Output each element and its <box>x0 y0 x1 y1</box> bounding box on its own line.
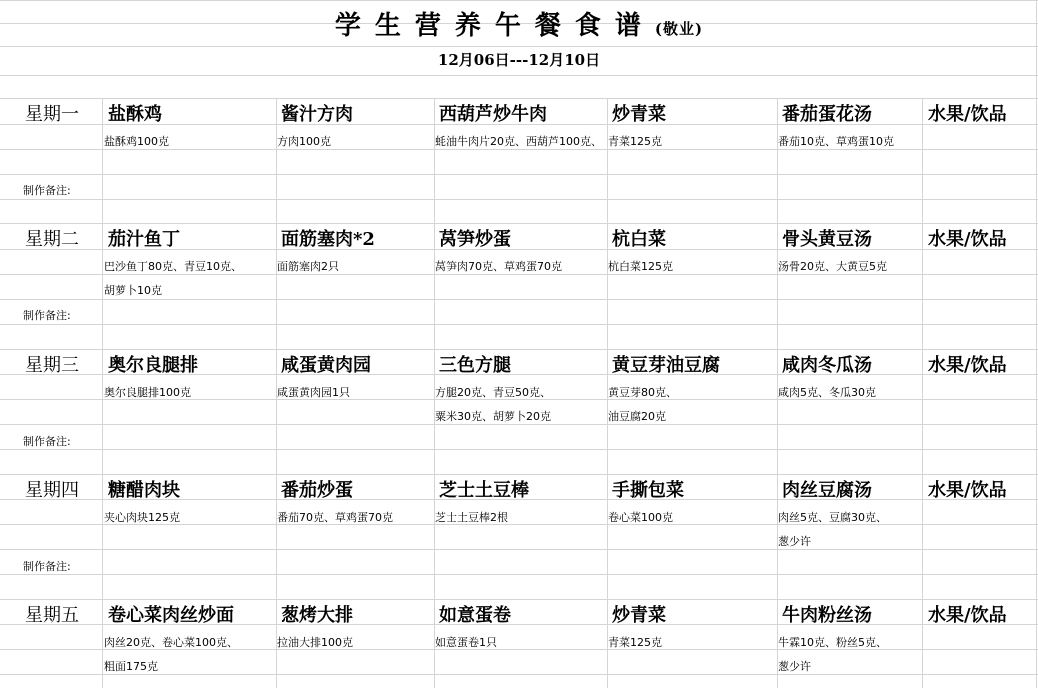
dish-name: 炒青菜 <box>612 104 666 125</box>
dish-name: 牛肉粉丝汤 <box>782 605 872 626</box>
grid-row-line <box>0 424 1038 425</box>
day-label: 星期二 <box>25 229 79 250</box>
dish-name: 酱汁方肉 <box>281 104 353 125</box>
dish-ingredients: 方腿20克、青豆50克、 <box>435 386 551 399</box>
page-title: 学生营养午餐食谱(敬业) <box>334 11 704 41</box>
dish-ingredients: 番茄70克、草鸡蛋70克 <box>277 511 393 524</box>
dish-ingredients: 葱少许 <box>778 660 811 673</box>
dish-name: 骨头黄豆汤 <box>782 229 872 250</box>
dish-ingredients: 青菜125克 <box>608 636 662 649</box>
notes-label: 制作备注: <box>23 184 71 197</box>
dish-ingredients: 粗面175克 <box>104 660 158 673</box>
notes-label: 制作备注: <box>23 435 71 448</box>
day-label: 星期三 <box>25 355 79 376</box>
grid-row-line <box>0 549 1038 550</box>
dish-name: 黄豆芽油豆腐 <box>612 355 720 376</box>
school-name: (敬业) <box>654 20 704 38</box>
grid-row-line <box>0 274 1038 275</box>
dish-ingredients: 拉油大排100克 <box>277 636 353 649</box>
dish-name: 葱烤大排 <box>281 605 353 626</box>
dish-ingredients: 青菜125克 <box>608 135 662 148</box>
dish-ingredients: 芝士土豆棒2根 <box>435 511 508 524</box>
grid-row-line <box>0 474 1038 475</box>
day-label: 星期一 <box>25 104 79 125</box>
dish-name: 三色方腿 <box>439 355 511 376</box>
dish-ingredients: 汤骨20克、大黄豆5克 <box>778 260 887 273</box>
fruit-drink-label: 水果/饮品 <box>928 104 1007 125</box>
dish-name: 咸肉冬瓜汤 <box>782 355 872 376</box>
dish-ingredients: 盐酥鸡100克 <box>104 135 169 148</box>
dish-ingredients: 蚝油牛肉片20克、西葫芦100克、 <box>435 135 602 148</box>
dish-ingredients: 咸肉5克、冬瓜30克 <box>778 386 876 399</box>
day-label: 星期四 <box>25 480 79 501</box>
dish-name: 肉丝豆腐汤 <box>782 480 872 501</box>
dish-ingredients: 油豆腐20克 <box>608 410 666 423</box>
dish-name: 奥尔良腿排 <box>108 355 198 376</box>
dish-ingredients: 莴笋肉70克、草鸡蛋70克 <box>435 260 562 273</box>
dish-name: 糖醋肉块 <box>108 480 180 501</box>
grid-row-line <box>0 75 1038 76</box>
dish-name: 茄汁鱼丁 <box>108 229 180 250</box>
notes-label: 制作备注: <box>23 560 71 573</box>
dish-name: 芝士土豆棒 <box>439 480 529 501</box>
dish-name: 番茄蛋花汤 <box>782 104 872 125</box>
dish-ingredients: 肉丝20克、卷心菜100克、 <box>104 636 238 649</box>
dish-ingredients: 牛霖10克、粉丝5克、 <box>778 636 887 649</box>
grid-row-line <box>0 674 1038 675</box>
dish-ingredients: 夹心肉块125克 <box>104 511 180 524</box>
grid-row-line <box>0 98 1038 99</box>
fruit-drink-label: 水果/饮品 <box>928 480 1007 501</box>
date-range: 12月06日---12月10日 <box>437 51 601 69</box>
dish-ingredients: 粟米30克、胡萝卜20克 <box>435 410 551 423</box>
fruit-drink-label: 水果/饮品 <box>928 605 1007 626</box>
dish-name: 如意蛋卷 <box>439 605 511 626</box>
grid-row-line <box>0 149 1038 150</box>
dish-ingredients: 番茄10克、草鸡蛋10克 <box>778 135 894 148</box>
grid-row-line <box>0 299 1038 300</box>
dish-ingredients: 杭白菜125克 <box>608 260 673 273</box>
dish-name: 番茄炒蛋 <box>281 480 353 501</box>
dish-name: 手撕包菜 <box>612 480 684 501</box>
notes-label: 制作备注: <box>23 309 71 322</box>
grid-row-line <box>0 324 1038 325</box>
grid-row-line <box>0 599 1038 600</box>
dish-ingredients: 面筋塞肉2只 <box>277 260 339 273</box>
grid-col-line <box>922 98 923 688</box>
grid-row-line <box>0 349 1038 350</box>
dish-name: 面筋塞肉*2 <box>281 229 375 250</box>
dish-ingredients: 如意蛋卷1只 <box>435 636 497 649</box>
grid-row-line <box>0 449 1038 450</box>
grid-row-line <box>0 174 1038 175</box>
dish-name: 卷心菜肉丝炒面 <box>108 605 234 626</box>
dish-name: 盐酥鸡 <box>108 104 162 125</box>
grid-col-line <box>102 98 103 688</box>
dish-ingredients: 方肉100克 <box>277 135 331 148</box>
dish-ingredients: 巴沙鱼丁80克、青豆10克、 <box>104 260 242 273</box>
dish-ingredients: 咸蛋黄肉园1只 <box>277 386 350 399</box>
dish-ingredients: 葱少许 <box>778 535 811 548</box>
dish-name: 炒青菜 <box>612 605 666 626</box>
dish-name: 杭白菜 <box>612 229 666 250</box>
grid-row-line <box>0 199 1038 200</box>
grid-row-line <box>0 0 1038 1</box>
dish-ingredients: 卷心菜100克 <box>608 511 673 524</box>
dish-name: 西葫芦炒牛肉 <box>439 104 547 125</box>
fruit-drink-label: 水果/饮品 <box>928 355 1007 376</box>
dish-ingredients: 黄豆芽80克、 <box>608 386 677 399</box>
dish-ingredients: 奥尔良腿排100克 <box>104 386 191 399</box>
dish-name: 咸蛋黄肉园 <box>281 355 371 376</box>
dish-ingredients: 胡萝卜10克 <box>104 284 162 297</box>
grid-row-line <box>0 574 1038 575</box>
grid-col-line <box>1036 0 1037 688</box>
day-label: 星期五 <box>25 605 79 626</box>
fruit-drink-label: 水果/饮品 <box>928 229 1007 250</box>
dish-ingredients: 肉丝5克、豆腐30克、 <box>778 511 887 524</box>
dish-name: 莴笋炒蛋 <box>439 229 511 250</box>
grid-row-line <box>0 223 1038 224</box>
